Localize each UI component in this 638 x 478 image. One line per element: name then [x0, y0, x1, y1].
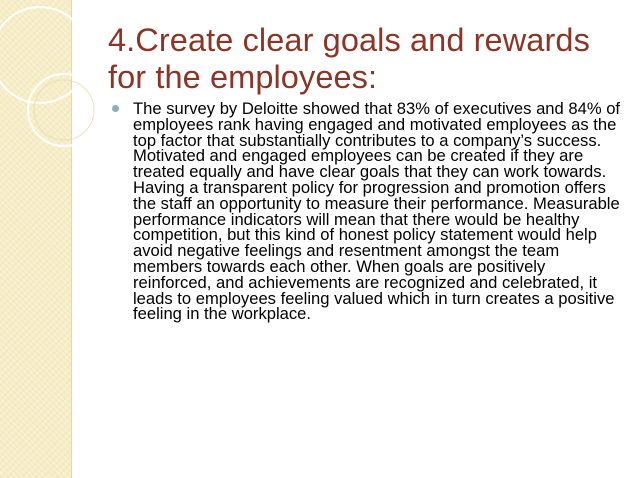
bullet-list: [112, 101, 624, 322]
bullet-item: [112, 101, 624, 322]
slide-title: 4.Create clear goals and rewards for the employees:: [108, 22, 590, 95]
bullet-text: The survey by Deloitte showed that 83% of executives and 84% of employees rank having engaged and motivated employees as the top factor that substantially contributes to a company’s success. Motivated and engaged employees can be created if they are treated equally and have clear goals that they can work towards. Having a transparent policy for progression and promotion offers the staff an opportunity to measure their performance. Measurable performance indicators will mean that there would be healthy competition, but this kind of honest policy statement would help avoid negative feelings and resentment amongst the team members towards each other. When goals are positively reinforced, and achievements are recognized and celebrated, it leads to employees feeling valued which in turn creates a positive feeling in the workplace.: [133, 99, 621, 324]
bullet-dot-icon: [112, 105, 119, 112]
decorative-circles: [0, 0, 120, 200]
